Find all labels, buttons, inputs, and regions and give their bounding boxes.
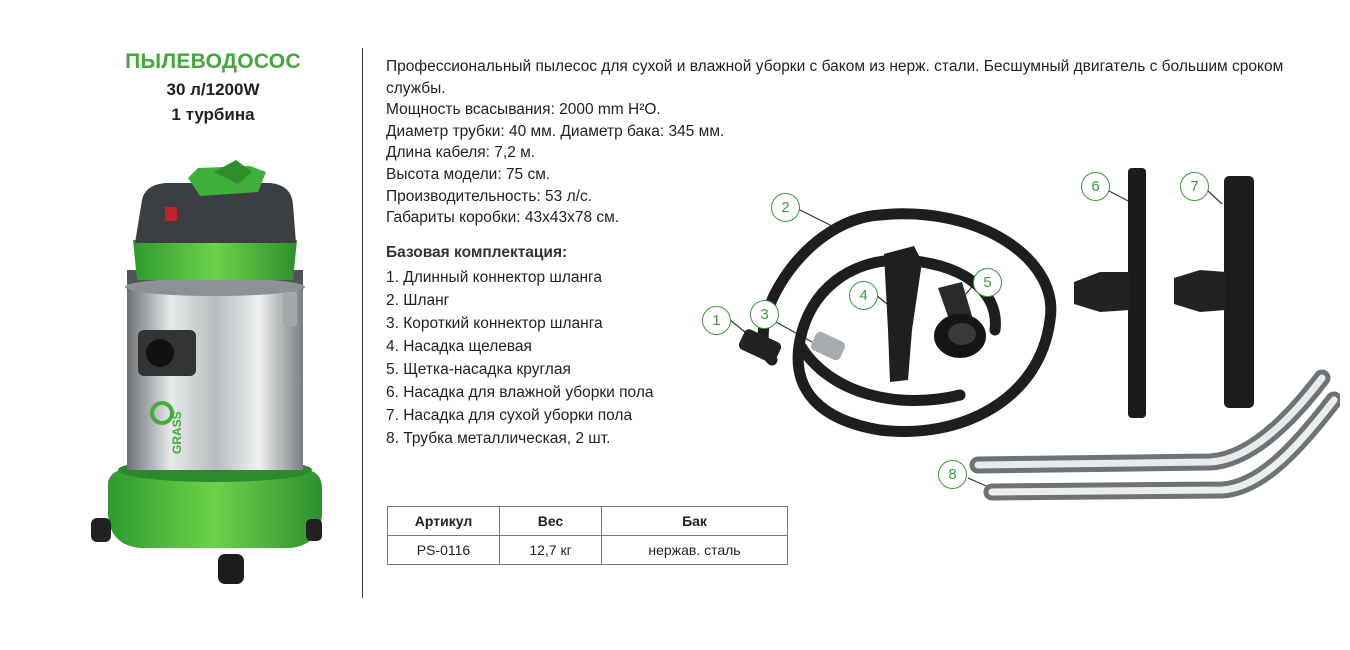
column-divider bbox=[362, 48, 363, 598]
callout-1: 1 bbox=[702, 306, 731, 335]
callout-7: 7 bbox=[1180, 172, 1209, 201]
kit-list bbox=[386, 266, 653, 450]
product-panel bbox=[0, 0, 360, 650]
header-weight: Вес bbox=[500, 507, 602, 536]
kit-item: 1. Длинный коннектор шланга bbox=[386, 269, 602, 286]
kit-item: 5. Щетка-насадка круглая bbox=[386, 361, 571, 378]
kit-item: 2. Шланг bbox=[386, 292, 450, 309]
kit-title: Базовая комплектация: bbox=[386, 244, 568, 261]
description-text: Профессиональный пылесос для сухой и влажной уборки с баком из нерж. стали. Бесшумный двигатель с большим сроком службы. bbox=[386, 58, 1284, 97]
product-volume-power: 30 л/1200W bbox=[166, 80, 260, 99]
cell-tank: нержав. сталь bbox=[602, 536, 788, 565]
spec-height: Высота модели: 75 см. bbox=[386, 165, 551, 183]
spec-tube-tank-diameter: Диаметр трубки: 40 мм. Диаметр бака: 345 мм. bbox=[386, 122, 725, 140]
kit-item: 3. Короткий коннектор шланга bbox=[386, 315, 603, 332]
callout-2: 2 bbox=[771, 193, 800, 222]
callout-3: 3 bbox=[750, 300, 779, 329]
header-tank: Бак bbox=[602, 507, 788, 536]
kit-item: 8. Трубка металлическая, 2 шт. bbox=[386, 430, 611, 447]
kit-item: 7. Насадка для сухой уборки пола bbox=[386, 407, 633, 424]
callout-8: 8 bbox=[938, 460, 967, 489]
kit-item: 6. Насадка для влажной уборки пола bbox=[386, 384, 654, 401]
callout-5: 5 bbox=[973, 268, 1002, 297]
spec-suction-power: Мощность всасывания: 2000 mm H²O. bbox=[386, 101, 661, 119]
spec-box-size: Габариты коробки: 43х43х78 см. bbox=[386, 209, 620, 227]
brand-logo-text: GRASS bbox=[170, 411, 184, 454]
cell-article: PS-0116 bbox=[388, 536, 500, 565]
spec-cable-length: Длина кабеля: 7,2 м. bbox=[386, 144, 536, 162]
table-header-row bbox=[388, 507, 788, 536]
header-article: Артикул bbox=[388, 507, 500, 536]
vacuum-cleaner-image bbox=[0, 0, 360, 650]
table-row bbox=[388, 536, 788, 565]
product-turbine-count: 1 турбина bbox=[171, 105, 255, 124]
product-table bbox=[387, 506, 788, 565]
spec-airflow: Производительность: 53 л/с. bbox=[386, 187, 593, 205]
cell-weight: 12,7 кг bbox=[500, 536, 602, 565]
product-title: ПЫЛЕВОДОСОС bbox=[125, 50, 301, 73]
callout-4: 4 bbox=[849, 281, 878, 310]
callout-6: 6 bbox=[1081, 172, 1110, 201]
kit-item: 4. Насадка щелевая bbox=[386, 338, 532, 355]
